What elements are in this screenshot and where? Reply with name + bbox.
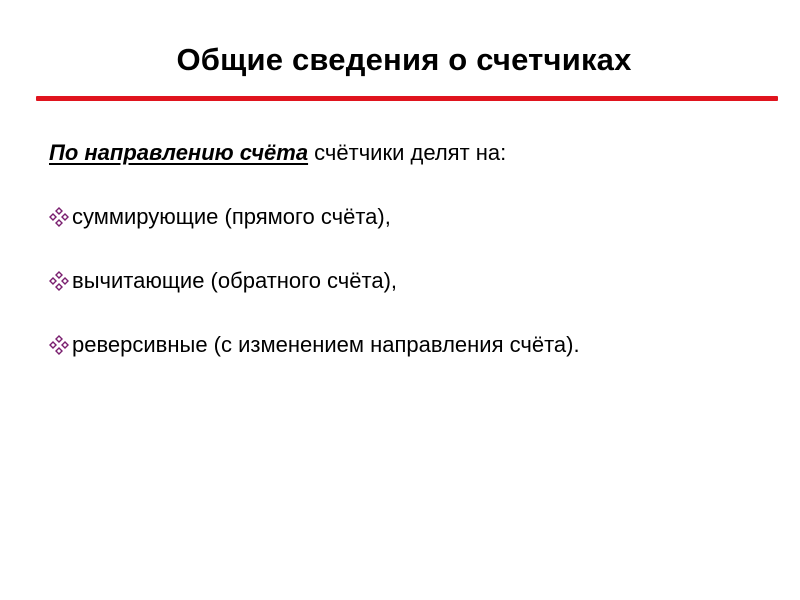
diamond-bullet-icon <box>49 271 69 291</box>
diamond-bullet-icon <box>49 335 69 355</box>
diamond-bullet-icon <box>49 207 69 227</box>
title-underline <box>36 96 778 101</box>
intro-line <box>49 138 769 168</box>
bullet-text: вычитающие (обратного счёта), <box>72 268 398 293</box>
bullet-text: реверсивные (с изменением направления счёта). <box>72 332 580 357</box>
slide-content <box>49 138 769 360</box>
bullet-list <box>49 202 769 360</box>
intro-rest-text: счётчики делят на: <box>308 140 507 165</box>
list-item <box>49 202 769 232</box>
list-item <box>49 266 769 296</box>
list-item <box>49 330 769 360</box>
slide-title: Общие сведения о счетчиках <box>176 42 632 77</box>
intro-lead-text: По направлению счёта <box>49 140 309 165</box>
bullet-text: суммирующие (прямого счёта), <box>72 204 391 229</box>
